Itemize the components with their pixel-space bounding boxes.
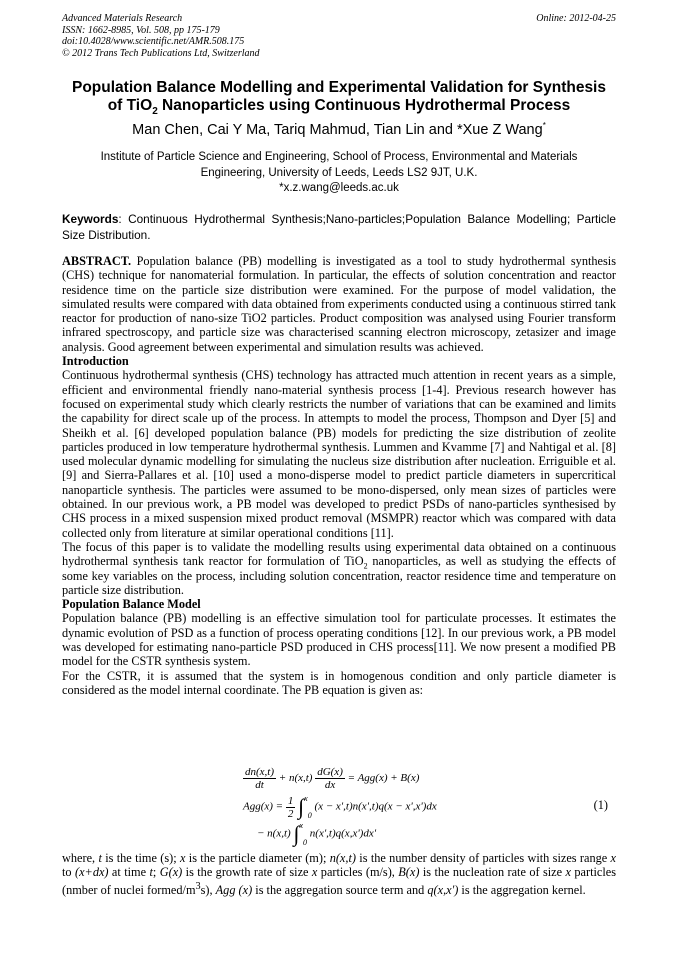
definition-text: (x+dx) (74, 865, 109, 880)
numerator: dG(x) (317, 766, 343, 778)
definition-text: ; (152, 865, 160, 880)
fraction (243, 766, 276, 791)
title-line-1: Population Balance Modelling and Experimental Validation for Synthesis (72, 79, 606, 96)
definition-text: q(x,x') (427, 882, 459, 897)
main-text (62, 254, 616, 697)
definition-text: x (179, 851, 186, 865)
issn-line: ISSN: 1662-8985, Vol. 508, pp 175-179 (62, 24, 220, 36)
variable-definitions (62, 851, 616, 897)
integral-sign: ∫ (293, 821, 300, 846)
definition-text: s), (200, 882, 216, 897)
fraction (286, 795, 296, 820)
integral-sign: ∫ (298, 794, 305, 819)
numerator: 1 (287, 794, 294, 807)
intro-paragraph-1: Continuous hydrothermal synthesis (CHS) technology has attracted much attention in recent years as a simple, efficient and environmental friendly nano-material synthesis process [1-4]. Previous research however has focused on experimental study which clearly restricts the number of variations that can be examined and limits the capability for direct scale up of the process. In attempts to model the process, Thompson and Dyer [5] and Sheikh et al. [6] developed population balance (PB) models for predicting the size distribution of zeolite particles produced in low temperature hydrothermal synthesis. Lummen and Kvamme [7] and Nahtigal et al. [8] used molecular dynamic modelling for simulating the nucleus size distribution after nucleation. Erriguible et al. [9] and Sierra-Pallares et al. [10] used a mono-disperse model to predict particle diameters in supercritical nanoparticle synthesis. The particles were assumed to be mono-dispersed, only mean sizes of particles were obtained. In our previous work, a PB model was developed to predict PSDs of nano-particles synthesised by CHS process in a mixed suspension mixed product removal (MSMPR) reactor which was compared with data collected only from literature at similar operational conditions [11]. (62, 368, 616, 540)
keywords-label: Keywords (62, 212, 119, 226)
author-names: Man Chen, Cai Y Ma, Tariq Mahmud, Tian Lin and *Xue Z Wang (132, 121, 543, 138)
definition-text: particles (m/s), (317, 865, 399, 880)
definition-text: is the number density of particles with sizes range (355, 851, 611, 865)
abstract (62, 254, 616, 354)
definition-text: is the growth rate of size (182, 865, 312, 880)
fraction (315, 766, 345, 791)
definition-text: where, (62, 851, 99, 865)
lower-limit: 0 (307, 811, 312, 820)
section-heading-pbm: Population Balance Model (62, 597, 201, 612)
equation-term: Agg(x) = (243, 800, 284, 813)
definition-text: n(x,t) (329, 851, 356, 865)
lower-limit: 0 (303, 838, 308, 847)
equation-line-1 (243, 766, 419, 791)
abstract-text: Population balance (PB) modelling is investigated as a tool to study hydrothermal synthesis (CHS) technique for nanomaterial formulation. In particular, the effects of solution concentration and reactor residence time on the particle size distribution were examined. For the purpose of model validation, the simulated results were compared with data obtained from experiments conducted using a continuous stirred tank reactor for production of nano-size TiO2 particles. Product composition was analysed using Fourier transform infrared spectroscopy, and particle size was characterised scanning electron microscopy, zetasizer and image analysis. Good agreement between experimental and simulation results was achieved. (62, 254, 616, 354)
definition-text: is the particle diameter (m); (185, 851, 330, 865)
journal-header (62, 13, 616, 59)
pbm-paragraph-2: For the CSTR, it is assumed that the system is in homogenous condition and only particle diameter is considered as the model internal coordinate. The PB equation is given as: (62, 668, 616, 697)
definition-text: 3 (195, 880, 201, 892)
keywords (62, 211, 616, 243)
definition-text: x (311, 865, 318, 880)
paper-title (50, 79, 628, 121)
affiliation-line-1: Institute of Particle Science and Engineering, School of Process, Environmental and Materials (100, 151, 578, 163)
journal-name: Advanced Materials Research (62, 13, 183, 24)
definition-text: particles (nmber of nuclei formed/m (62, 865, 617, 897)
paragraph-text: The focus of this paper is to validate the modelling results using experimental data obtained on a continuous hydrothermal synthesis tank reactor for formulation of TiO (62, 539, 616, 569)
definition-text: t (98, 851, 102, 865)
equation-line-2 (243, 794, 437, 820)
affiliation (62, 150, 616, 197)
definition-text: B(x) (398, 865, 420, 880)
definition-text: is the aggregation kernel. (458, 882, 586, 897)
denominator: 2 (287, 807, 294, 820)
definition-text: is the nucleation rate of size (419, 865, 566, 880)
numerator: dn(x,t) (245, 766, 275, 778)
doi-line: doi:10.4028/www.scientific.net/AMR.508.175 (62, 36, 245, 47)
section-heading-introduction: Introduction (62, 354, 129, 369)
subscript: 2 (363, 561, 368, 571)
definition-text: at time (108, 865, 150, 880)
paragraph-text: nanoparticles, as well as studying the effects of some key variables on the process, including solution concentration, reactor residence time and temperature on particle size distribution. (62, 554, 616, 597)
title-text: of TiO (107, 97, 153, 114)
equation-term: (x − x',t)n(x',t)q(x − x',x')dx (314, 800, 437, 813)
definition-text: G(x) (159, 865, 183, 880)
definition-text: is the time (s); (101, 851, 180, 865)
equation-term: = Agg(x) + B(x) (347, 772, 420, 785)
equation-1 (243, 766, 616, 846)
online-date: Online: 2012-04-25 (536, 13, 616, 24)
definition-text: x (565, 865, 571, 880)
upper-limit: x (304, 794, 308, 803)
pbm-paragraph-1: Population balance (PB) modelling is an effective simulation tool for particulate processes. It estimates the dynamic evolution of PSD as a function of process operating conditions [12]. In our previous work, a PB model was developed for estimating nano-particle PSD produced in CHS process[11]. We now present a modified PB model for the CSTR synthesis system. (62, 611, 616, 669)
author-list (50, 121, 628, 138)
copyright-line: © 2012 Trans Tech Publications Ltd, Switzerland (62, 47, 260, 59)
equation-term: n(x',t)q(x,x')dx' (309, 827, 377, 840)
definition-text: is the aggregation source term and (252, 882, 428, 897)
equation-line-3 (257, 821, 376, 847)
intro-paragraph-2 (62, 540, 616, 597)
definition-text: x (610, 851, 616, 865)
denominator: dx (324, 779, 336, 791)
upper-limit: x (299, 821, 304, 830)
affiliation-line-2: Engineering, University of Leeds, Leeds LS2 9JT, U.K. (200, 166, 478, 179)
keywords-text: : Continuous Hydrothermal Synthesis;Nano-particles;Population Balance Modelling; Particle Size Distribution. (62, 212, 616, 242)
corresponding-mark: * (542, 121, 546, 130)
definition-text: to (62, 865, 75, 880)
definition-text: t (149, 865, 153, 880)
equation-term: + n(x,t) (278, 772, 313, 785)
definition-text: Agg (x) (215, 882, 253, 897)
title-line-2 (50, 97, 628, 121)
denominator: dt (255, 779, 264, 791)
corresponding-email: *x.z.wang@leeds.ac.uk (279, 182, 399, 194)
title-text: Nanoparticles using Continuous Hydrothermal Process (157, 97, 571, 114)
equation-term: − n(x,t) (257, 827, 291, 840)
abstract-label: ABSTRACT. (62, 254, 132, 268)
equation-number: (1) (593, 798, 608, 812)
title-subscript: 2 (152, 106, 158, 118)
